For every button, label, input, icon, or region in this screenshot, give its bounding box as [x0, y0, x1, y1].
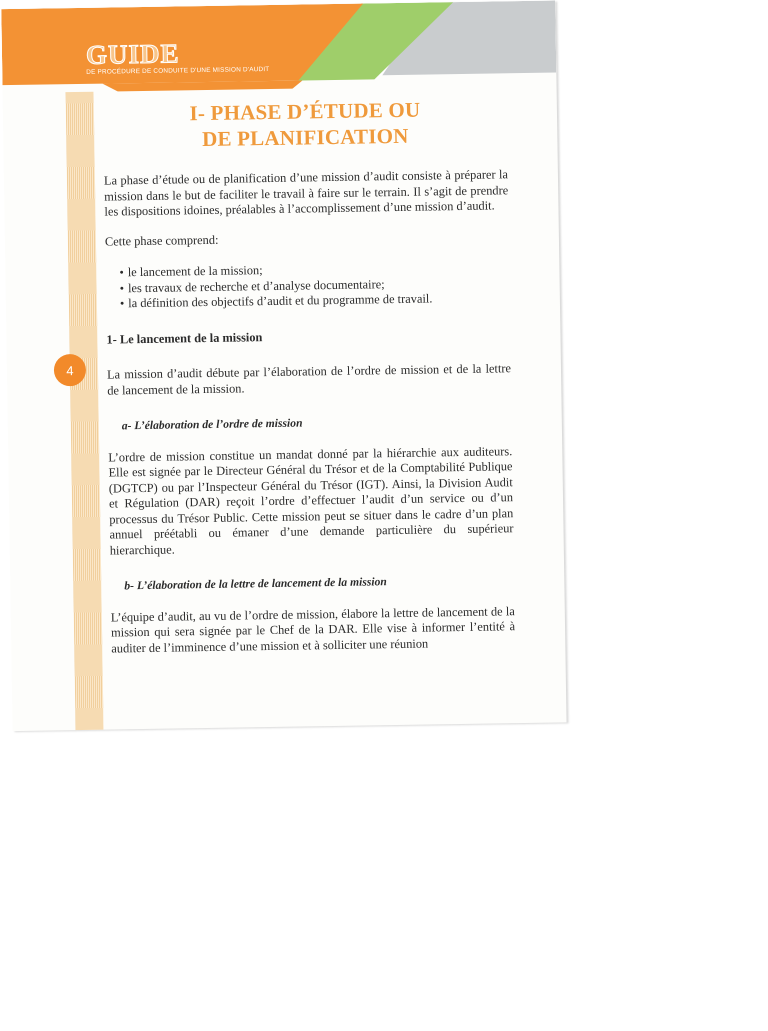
page-number-badge: 4 [54, 354, 86, 386]
brand-block [86, 39, 270, 76]
decorative-side-stripe [66, 92, 104, 730]
section-title [103, 95, 508, 153]
phase-comprises-paragraph: Cette phase comprend: [104, 232, 219, 249]
header-shapes [1, 0, 556, 93]
page-content [103, 95, 516, 656]
heading-launch-letter: b- L’élaboration de la lettre de lancement de la mission [124, 575, 387, 593]
book-page [1, 0, 566, 731]
heading-mission-order: a- L’élaboration de l’ordre de mission [121, 416, 303, 433]
list-item: • le lancement de la mission; [119, 259, 509, 281]
launch-letter-paragraph: L’équipe d’audit, au vu de l’ordre de mission, élabore la lettre de lancement de la mission qui sera signée par le Chef de la DAR. Elle vise à informer l’entité à auditer de l’imminence d’une mission et à solliciter une réunion [110, 603, 516, 656]
mission-order-paragraph: L’ordre de mission constitue un mandat donné par la hiérarchie aux auditeurs. Elle est signée par le Directeur Général du Trésor et de la Comptabilité Publique (DGTCP) ou par l’Inspecteur Général du Trésor (IGT). Ainsi, la Division Audit et Régulation (DAR) reçoit l’ordre d’effectuer l’audit d’un service ou d’un processus du Trésor Public. Cette mission peut se situer dans le cadre d’un plan annuel préétabli ou émaner d’une demande particulière du supérieur hierarchique. [108, 443, 514, 558]
list-item: • les travaux de recherche et d’analyse documentaire; [120, 275, 510, 297]
brand-subtitle: DE PROCÉDURE DE CONDUITE D'UNE MISSION D'AUDIT [86, 65, 270, 76]
phase-steps-list [119, 259, 510, 312]
intro-paragraph: La phase d’étude ou de planification d’une mission d’audit consiste à préparer la mission dans le but de faciliter le travail à faire sur le terrain. Il s’agit de prendre les dispositions idoines, préalables à l’accomplissement d’une mission d’audit. [103, 167, 509, 219]
list-item: • la définition des objectifs d’audit et du programme de travail. [120, 290, 510, 312]
heading-launch-mission: 1- Le lancement de la mission [106, 329, 263, 347]
launch-intro-paragraph: La mission d’audit débute par l’élaboration de l’ordre de mission et de la lettre de lancement de la mission. [106, 361, 512, 398]
section-title-line-2: DE PLANIFICATION [201, 123, 409, 152]
section-title-line-1: I- PHASE D’ÉTUDE OU [189, 97, 421, 126]
brand-title: GUIDE [85, 38, 180, 70]
header-banner [1, 0, 556, 93]
